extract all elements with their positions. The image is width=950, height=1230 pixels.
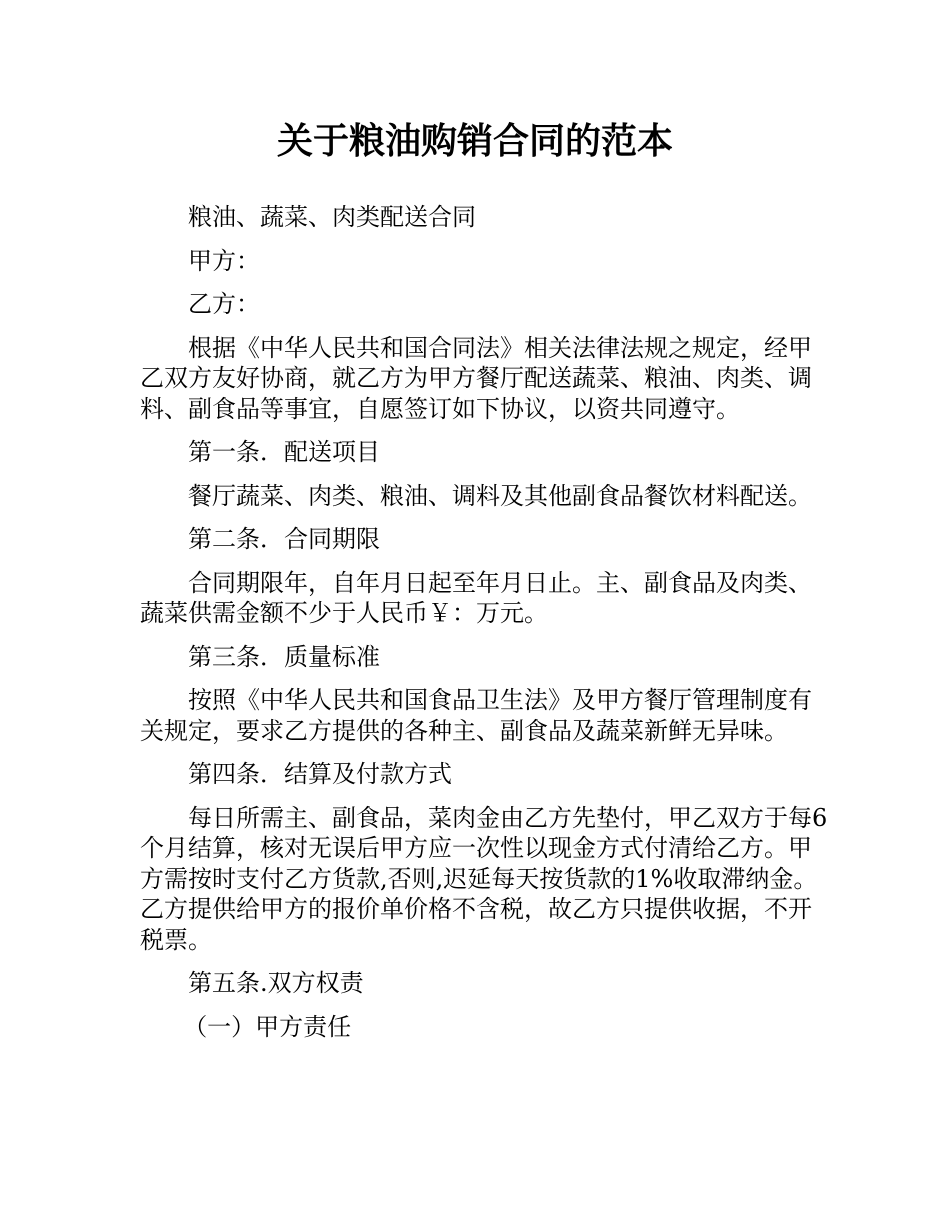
article-3-heading: 第三条．质量标准 <box>188 642 380 671</box>
article-2-heading: 第二条．合同期限 <box>188 525 380 553</box>
article-1-text: 餐厅蔬菜、肉类、粮油、调料及其他副食品餐饮材料配送。 <box>188 481 812 510</box>
article-4-heading: 第四条．结算及付款方式 <box>188 760 452 788</box>
article-4-text: 每日所需主、副食品，菜肉金由乙方先垫付，甲乙双方于每6个月结算，核对无误后甲方应一次性以现金方式付清给乙方。甲方需按时支付乙方货款,否则,迟延每天按货款的1%收取滞纳金。乙方提供给甲方的报价单价格不含税，故乙方只提供收据，不开税票。 <box>140 803 828 954</box>
document-body <box>140 202 830 1055</box>
party-a-responsibility-heading: （一）甲方责任 <box>183 1012 352 1041</box>
article-2-text: 合同期限年，自年月日起至年月日止。主、副食品及肉类、蔬菜供需金额不少于人民币￥：万元。 <box>140 568 812 627</box>
preamble-paragraph: 根据《中华人民共和国合同法》相关法律法规之规定，经甲乙双方友好协商，就乙方为甲方餐厅配送蔬菜、粮油、肉类、调料、副食品等事宜，自愿签订如下协议，以资共同遵守。 <box>140 333 812 423</box>
article-3-text: 按照《中华人民共和国食品卫生法》及甲方餐厅管理制度有关规定，要求乙方提供的各种主、副食品及蔬菜新鲜无异味。 <box>140 686 812 745</box>
party-b-line: 乙方： <box>188 290 260 318</box>
contract-heading-line: 粮油、蔬菜、肉类配送合同 <box>188 203 476 231</box>
party-a-line: 甲方： <box>188 246 260 275</box>
document-title: 关于粮油购销合同的范本 <box>276 121 673 162</box>
article-5-heading: 第五条.双方权责 <box>188 969 364 997</box>
article-1-heading: 第一条．配送项目 <box>188 438 380 466</box>
